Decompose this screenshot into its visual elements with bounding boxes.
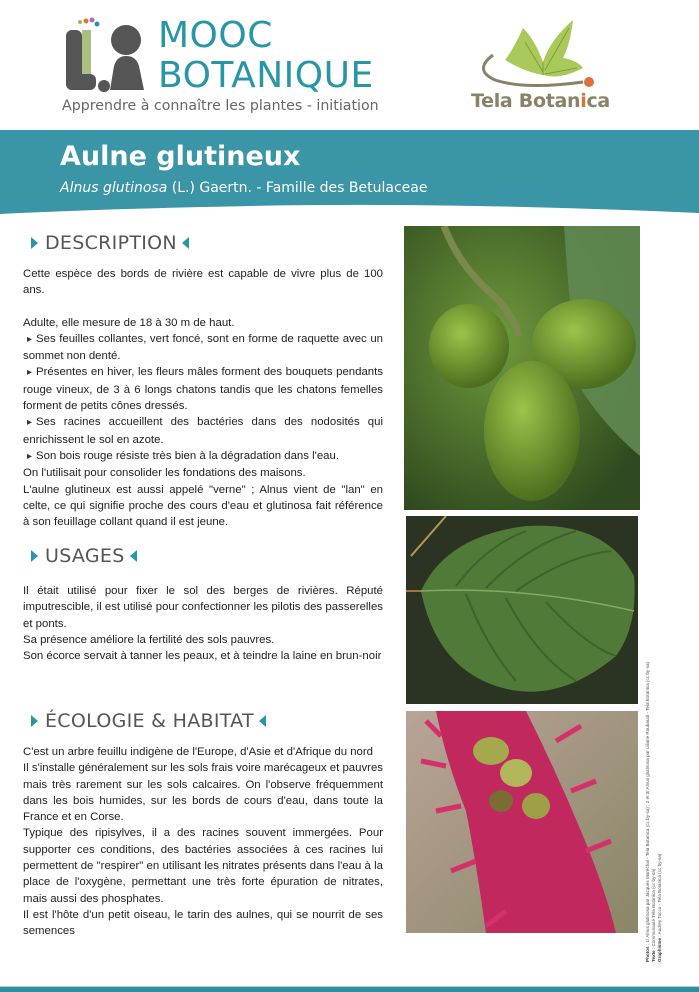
author-family: (L.) Gaertn. - Famille des Betulaceae — [167, 180, 428, 196]
section-heading-usages: USAGES — [23, 545, 383, 567]
section-usages — [23, 545, 383, 664]
photo-leaf — [406, 516, 638, 704]
ecologie-text: C'est un arbre feuillu indigène de l'Europe, d'Asie et d'Afrique du nord Il s'installe généralement sur les sols frais voire marécageux et pauvres mais très rarement sur les sols calcaires. On l'observe fréquemment dans les bois humides, sur les bords de cours d'eau, dans toute la France et en Corse. Typique des ripisylves, il a des racines souvent immergées. Pour supporter ces conditions, des bactéries associées à ces racines lui permettent de "respirer" en utilisant les nitrates présents dans l'eau à la place de l'oxygène, permettant une très forte épuration de nitrates, mais aussi des phosphates. Il est l'hôte d'un petit oiseau, le tarin des aulnes, qui se nourrit de ses semences — [23, 746, 383, 938]
triangle-left-icon — [130, 550, 137, 562]
bullet: ▸ Son bois rouge résiste très bien à la dégradation dans l'eau. — [23, 448, 383, 465]
bullet: ▸ Ses feuilles collantes, vert foncé, sont en forme de raquette avec un sommet non denté. — [23, 331, 383, 365]
mooc-botanique-logo — [60, 10, 400, 120]
mooc-title-line1: MOOC — [158, 15, 273, 56]
triangle-left-icon — [182, 237, 189, 249]
page-title: Aulne glutineux — [60, 141, 301, 172]
section-ecologie — [23, 710, 383, 940]
latin-name: Alnus glutinosa — [60, 180, 168, 196]
bullet: ▸ Ses racines accueillent des bactéries dans des nodosités qui enrichissent le sol en azote. — [23, 414, 383, 448]
photo-catkin — [406, 711, 638, 933]
footer-bar — [0, 987, 699, 992]
description-text: Cette espèce des bords de rivière est capable de vivre plus de 100 ans. Adulte, elle mesure de 18 à 30 m de haut. ▸ Ses feuilles collantes, vert foncé, sont en forme de raquette avec un sommet non denté. ▸ Présentes en hiver, les fleurs mâles forment des bouquets pendants rouge vineux, de 3 à 6 longs chatons tandis que les chatons femelles forment de petits cônes dressés. ▸ Ses racines accueillent des bactéries dans des nodosités qui enrichissent le sol en azote. ▸ Son bois rouge résiste très bien à la dégradation dans l'eau. On l'utilisait pour consolider les fondations des maisons. L'aulne glutineux est aussi appelé "verne" ; Alnus vient de "lan" en celte, ce qui signifie proche des cours d'eau et glutinosa fait référence à son feuillage collant quand il est jeune. — [23, 266, 383, 530]
mooc-title — [158, 16, 374, 96]
tela-botanica-name: Tela Botanica — [471, 90, 610, 112]
section-heading-description: DESCRIPTION — [23, 232, 383, 254]
section-description — [23, 232, 383, 530]
page-subtitle — [60, 180, 427, 196]
triangle-right-icon — [31, 237, 38, 249]
triangle-left-icon — [259, 715, 266, 727]
mooc-tagline: Apprendre à connaître les plantes - initiation — [62, 98, 379, 114]
ivy-leaf-icon — [465, 10, 615, 90]
photo-cones — [404, 226, 640, 510]
section-heading-ecologie: ÉCOLOGIE & HABITAT — [23, 710, 383, 732]
usages-text: Il était utilisé pour fixer le sol des berges de rivières. Réputé imputrescible, il est utilisé pour confectionner les pilotis des passerelles et ponts. Sa présence améliore la fertilité des sols pauvres. Son écorce servait à tanner les peaux, et à teindre la laine en brun-noir — [23, 585, 383, 663]
photo-credits: Photos : 1/ Alnus glutinosa par Jacques Maréchal - Tela Botanica (cc by-sa) ; 2 et 3/ Alnus glutinosa par Liliane Roubaudi - Tela Botanica (cc by-sa) Texte : Communauté Tela Botanica (cc by-sa) Graphisme : Audrey Tocco - Tela Botanica (cc by-sa) — [645, 661, 662, 962]
tela-botanica-logo — [465, 10, 615, 120]
person-reading-icon — [62, 16, 154, 96]
mooc-title-line2: BOTANIQUE — [158, 55, 374, 96]
bullet: ▸ Présentes en hiver, les fleurs mâles forment des bouquets pendants rouge vineux, de 3 à 6 longs chatons tandis que les chatons femelles forment de petits cônes dressés. — [23, 364, 383, 414]
triangle-right-icon — [31, 715, 38, 727]
triangle-right-icon — [31, 550, 38, 562]
